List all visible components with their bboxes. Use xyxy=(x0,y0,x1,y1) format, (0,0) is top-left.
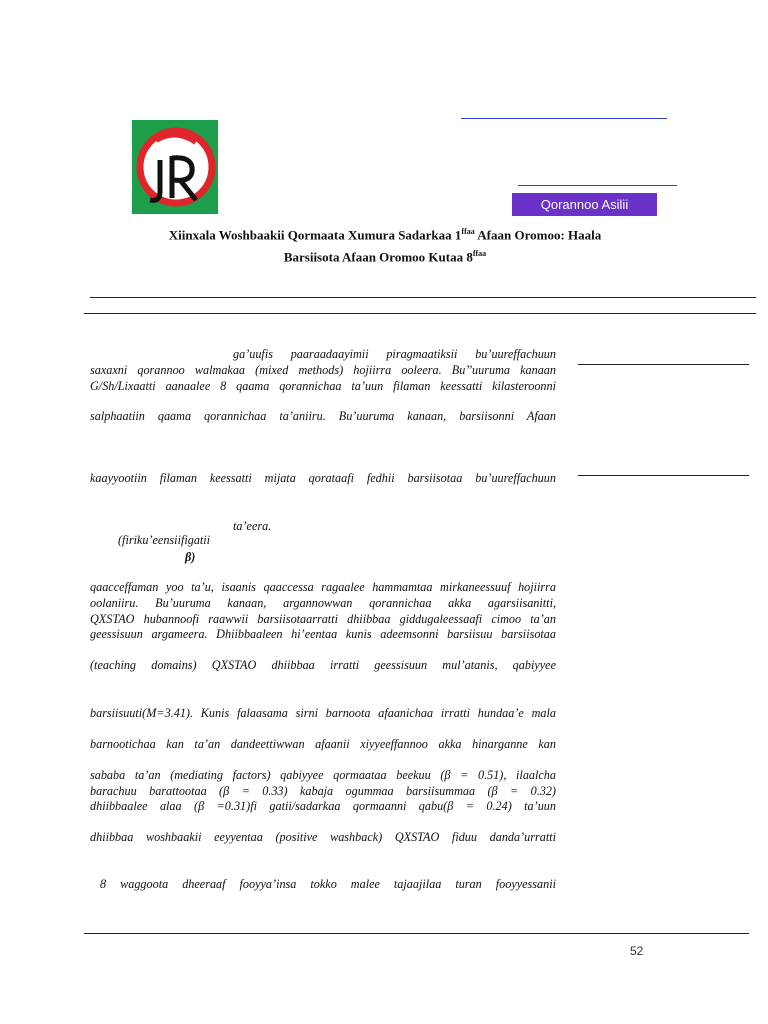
body-line: QXSTAO hubannoofi raawwii barsiisotaarratti dhiibbaa giddugaleessaafi cimoo ta’an xyxy=(90,612,556,626)
title-text: Barsiisota Afaan Oromoo Kutaa 8 xyxy=(283,249,473,265)
body-line: kaayyootiin filaman keessatti mijata qorataafi fedhii barsiisotaa bu’uureffachuun xyxy=(90,471,556,485)
side-rule xyxy=(578,475,749,476)
body-line: G/Sh/Lixaatti aanaalee 8 qaama qorannichaa ta’uun filaman keessatti kilasteroonni xyxy=(90,379,556,393)
article-title xyxy=(100,222,670,267)
body-line: dhiibbaalee alaa (β =0.31)fi gatii/sadarkaa qormaanni qabu(β = 0.24) ta’uun xyxy=(90,799,556,813)
body-line: barsiisuuti(M=3.41). Kunis falaasama sirni barnoota afaanichaa irratti hundaa’e mala xyxy=(90,706,556,720)
footer-divider xyxy=(84,933,749,934)
link-underline[interactable] xyxy=(518,185,677,186)
body-line: barnootichaa kan ta’an dandeettiwwan afaanii xiyyeeffannoo akka hinarganne kan xyxy=(90,737,556,751)
body-line: qaacceffaman yoo ta’u, isaanis qaaccessa ragaalee hammamtaa mirkaneessuuf hojiirra xyxy=(90,580,556,594)
title-text: Xiinxala Woshbaakii Qormaata Xumura Sadarkaa 1 xyxy=(168,227,462,243)
body-line: (firiku’eensiifigatii xyxy=(118,533,211,547)
title-superscript: ffaa xyxy=(461,227,475,236)
page-number: 52 xyxy=(630,944,644,958)
journal-logo xyxy=(132,120,218,214)
title-superscript: ffaa xyxy=(472,249,487,259)
body-line: saxaxni qorannoo walmakaa (mixed methods) hojiirra ooleera. Bu’’uuruma kanaan xyxy=(90,363,556,377)
body-line: sababa ta’an (mediating factors) qabiyyee qormaataa beekuu (β = 0.51), ilaalcha xyxy=(90,768,556,782)
body-line: oolaniiru. Bu’uuruma kanaan, argannowwan qorannichaa akka agarsiisanitti, xyxy=(90,596,556,610)
body-line: ga’uufis paaraadaayimii piragmaatiksii bu’uureffachuun xyxy=(233,347,556,361)
body-line: (teaching domains) QXSTAO dhiibbaa irratti geessisuun mul’atanis, qabiyyee xyxy=(90,658,556,672)
divider xyxy=(84,313,756,314)
body-line: geessisuun argameera. Dhiibbaaleen hi’eentaa kunis adeemsonni barsiisuu barsiisotaa xyxy=(90,627,556,641)
body-line: β) xyxy=(185,550,196,564)
body-line: ta’eera. xyxy=(233,519,272,533)
article-type-badge: Qorannoo Asilii xyxy=(512,193,657,216)
title-text: Afaan Oromoo: Haala xyxy=(474,227,602,243)
divider xyxy=(90,297,756,298)
body-line: 8 waggoota dheeraaf fooyya’insa tokko malee tajaajilaa turan fooyyessanii xyxy=(100,877,556,891)
link-underline[interactable] xyxy=(461,118,667,119)
side-rule xyxy=(578,364,749,365)
body-line: barachuu barattootaa (β = 0.33) kabaja ogummaa barsiisummaa (β = 0.32) xyxy=(90,784,556,798)
body-line: salphaatiin qaama qorannichaa ta’aniiru. Bu’uuruma kanaan, barsiisonni Afaan xyxy=(90,409,556,423)
body-line: dhiibbaa woshbaakii eeyyentaa (positive washback) QXSTAO fiduu danda’urratti xyxy=(90,830,556,844)
